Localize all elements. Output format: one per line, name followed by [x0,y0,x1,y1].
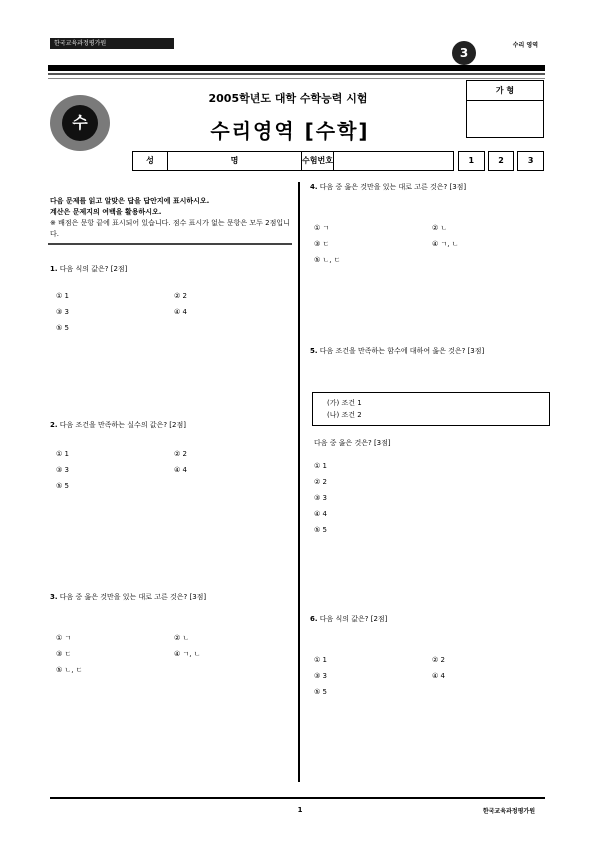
option-5[interactable]: ⑤ 5 [56,324,69,332]
question-1-options [56,288,292,336]
question-3-options [56,630,292,678]
option-4[interactable]: ④ 4 [174,308,187,316]
question-2 [50,420,290,431]
option-2[interactable]: ② 2 [314,478,327,486]
option-5[interactable]: ⑤ 5 [56,482,69,490]
question-text: 다음 식의 값은? [2점] [319,615,388,623]
page-number: 1 [297,806,303,814]
question-text: 다음 조건을 만족하는 함수에 대하여 옳은 것은? [3점] [319,347,485,355]
option-5[interactable]: ⑤ 5 [314,526,327,534]
column-divider [298,182,300,782]
option-2[interactable]: ② 2 [432,656,445,664]
question-5-options [314,458,544,538]
exam-subtitle: 2005학년도 대학 수학능력 시험 [208,92,368,105]
option-3[interactable]: ③ ㄷ [56,650,72,658]
question-number: 6. [310,615,318,623]
page-indicator [458,151,544,171]
question-number: 1. [50,265,58,273]
instruction-rule [48,243,292,245]
question-number: 3. [50,593,58,601]
question-3 [50,592,290,603]
type-box-label: 가 형 [467,81,543,101]
option-1[interactable]: ① ㄱ [314,224,330,232]
option-4[interactable]: ④ 4 [174,466,187,474]
question-text: 다음 조건을 만족하는 실수의 값은? [2점] [59,421,186,429]
option-4[interactable]: ④ ㄱ, ㄴ [432,240,459,248]
question-number: 2. [50,421,58,429]
option-2[interactable]: ② 2 [174,292,187,300]
option-3[interactable]: ③ 3 [314,672,327,680]
question-2-options [56,446,292,494]
info-id-field[interactable] [334,152,453,170]
question-5-subtext: 다음 중 옳은 것은? [3점] [314,439,391,447]
instruction-line-3: ※ 배점은 문항 끝에 표시되어 있습니다. 점수 표시가 없는 문항은 모두 2점입니다. [50,219,290,238]
option-2[interactable]: ② 2 [174,450,187,458]
page-box-3: 3 [517,151,544,171]
info-name-label: 성 [133,152,168,170]
question-4 [310,182,548,193]
option-1[interactable]: ① 1 [314,462,327,470]
option-3[interactable]: ③ 3 [56,308,69,316]
option-5[interactable]: ⑤ 5 [314,688,327,696]
question-text: 다음 중 옳은 것만을 있는 대로 고른 것은? [3점] [319,183,467,191]
question-4-options [314,220,550,268]
option-1[interactable]: ① 1 [56,292,69,300]
option-1[interactable]: ① 1 [56,450,69,458]
option-1[interactable]: ① 1 [314,656,327,664]
header-thin-rule [48,73,545,75]
footer-rule [50,797,545,799]
option-2[interactable]: ② ㄴ [174,634,190,642]
option-3[interactable]: ③ 3 [56,466,69,474]
option-2[interactable]: ② ㄴ [432,224,448,232]
section-seal-icon [50,95,110,151]
emblem-icon: 3 [452,41,476,65]
info-id-label: 수험번호 [302,152,334,170]
question-6-options [314,652,550,700]
top-right-label: 수리 영역 [512,42,538,49]
question-1 [50,264,290,275]
option-5[interactable]: ⑤ ㄴ, ㄷ [314,256,341,264]
question-text: 다음 중 옳은 것만을 있는 대로 고른 것은? [3점] [59,593,207,601]
option-4[interactable]: ④ ㄱ, ㄴ [174,650,201,658]
publisher-band [50,38,174,49]
header-thick-rule [48,65,545,71]
question-5-conditions [312,392,550,426]
page-box-1: 1 [458,151,485,171]
instructions [50,196,290,240]
question-6 [310,614,548,625]
question-5 [310,346,548,357]
examinee-info-row [132,151,454,171]
option-4[interactable]: ④ 4 [314,510,327,518]
condition-2: (나) 조건 2 [327,411,362,419]
condition-1: (가) 조건 1 [327,399,362,407]
page-box-2: 2 [488,151,515,171]
info-name-field[interactable]: 명 [168,152,302,170]
option-5[interactable]: ⑤ ㄴ, ㄷ [56,666,83,674]
footer-label: 한국교육과정평가원 [482,808,535,815]
option-1[interactable]: ① ㄱ [56,634,72,642]
section-title: 수리영역 [수학] [210,119,370,143]
instruction-line-2: 계산은 문제지의 여백을 활용하시오. [50,208,162,216]
question-text: 다음 식의 값은? [2점] [59,265,128,273]
option-3[interactable]: ③ 3 [314,494,327,502]
instruction-line-1: 다음 문제를 읽고 알맞은 답을 답안지에 표시하시오. [50,197,210,205]
question-number: 5. [310,347,318,355]
option-3[interactable]: ③ ㄷ [314,240,330,248]
question-number: 4. [310,183,318,191]
type-box [466,80,544,138]
publisher-band-text: 한국교육과정평가원 [54,40,107,47]
option-4[interactable]: ④ 4 [432,672,445,680]
header-hairline-rule [48,78,545,79]
seal-mark: 수 [62,105,98,141]
